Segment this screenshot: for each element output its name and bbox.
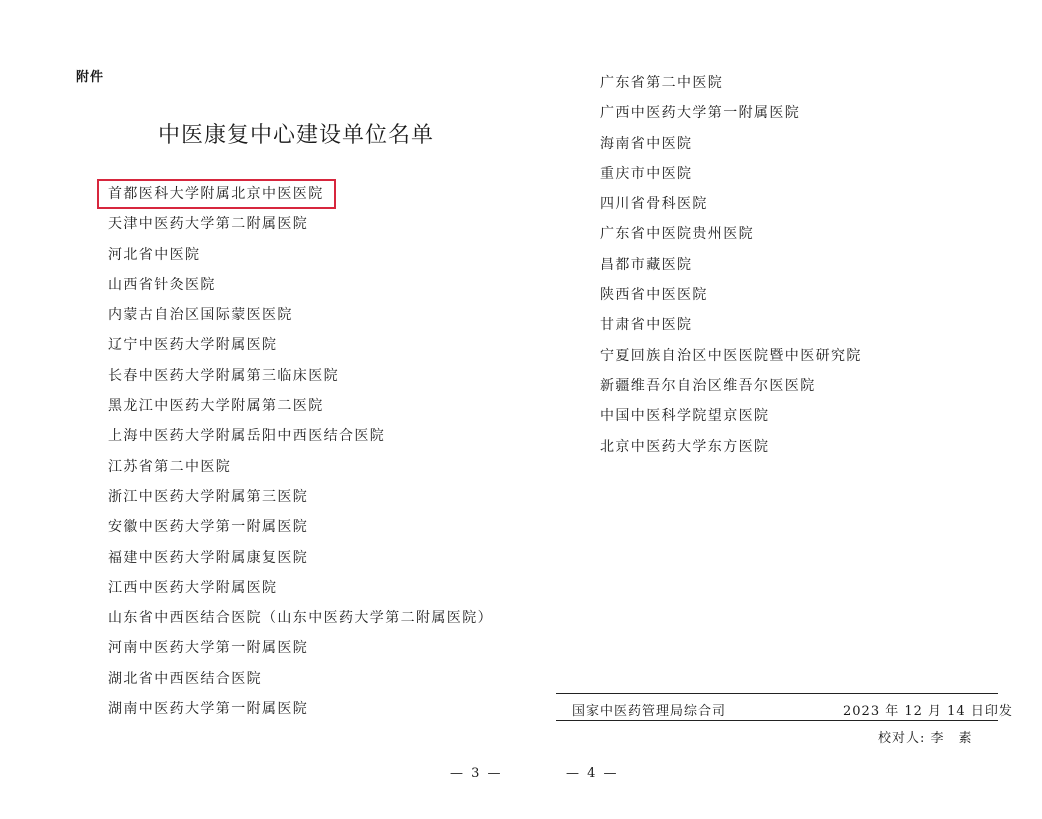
list-item: 江苏省第二中医院: [108, 458, 232, 475]
list-item: 新疆维吾尔自治区维吾尔医医院: [600, 377, 816, 394]
list-item: 首都医科大学附属北京中医医院: [108, 186, 324, 202]
proofreader: 校对人: 李 素: [878, 731, 973, 746]
list-item: 天津中医药大学第二附属医院: [108, 216, 309, 233]
list-item: 辽宁中医药大学附属医院: [108, 337, 278, 354]
list-item: 陕西省中医医院: [600, 287, 708, 304]
right-page: [521, 0, 1042, 819]
list-item: 昌都市藏医院: [600, 256, 693, 273]
list-item: 湖南中医药大学第一附属医院: [108, 701, 309, 718]
list-item: 重庆市中医院: [600, 165, 693, 182]
document-title: 中医康复中心建设单位名单: [158, 123, 435, 148]
list-item: 宁夏回族自治区中医医院暨中医研究院: [600, 347, 862, 364]
list-item: 山西省针灸医院: [108, 276, 216, 293]
unit-list-left: [108, 184, 493, 729]
page-number: — 3 —: [450, 766, 503, 781]
list-item: 广东省中医院贵州医院: [600, 226, 754, 243]
issuer: 国家中医药管理局综合司: [572, 704, 727, 719]
list-item: 浙江中医药大学附属第三医院: [108, 488, 309, 505]
page-number: — 4 —: [566, 766, 619, 781]
attachment-label: 附件: [76, 70, 105, 85]
list-item: 河北省中医院: [108, 246, 201, 263]
list-item: 安徽中医药大学第一附属医院: [108, 519, 309, 536]
list-item: 河南中医药大学第一附属医院: [108, 640, 309, 657]
list-item: 北京中医药大学东方医院: [600, 438, 770, 455]
list-item: 湖北省中西医结合医院: [108, 670, 262, 687]
list-item: 中国中医科学院望京医院: [600, 408, 770, 425]
list-item: 福建中医药大学附属康复医院: [108, 549, 309, 566]
list-item: 长春中医药大学附属第三临床医院: [108, 367, 339, 384]
list-item: 内蒙古自治区国际蒙医医院: [108, 307, 293, 324]
list-item: 广东省第二中医院: [600, 75, 724, 91]
divider: [556, 693, 998, 694]
divider: [556, 720, 998, 721]
list-item: 黑龙江中医药大学附属第二医院: [108, 398, 324, 415]
list-item: 海南省中医院: [600, 135, 693, 152]
list-item: 山东省中西医结合医院（山东中医药大学第二附属医院）: [108, 610, 493, 627]
list-item: 广西中医药大学第一附属医院: [600, 105, 801, 122]
list-item: 四川省骨科医院: [600, 196, 708, 213]
list-item: 上海中医药大学附属岳阳中西医结合医院: [108, 428, 386, 445]
unit-list-right: [600, 73, 862, 467]
list-item: 江西中医药大学附属医院: [108, 579, 278, 596]
list-item: 甘肃省中医院: [600, 317, 693, 334]
issue-date: 2023 年 12 月 14 日印发: [843, 704, 1013, 719]
